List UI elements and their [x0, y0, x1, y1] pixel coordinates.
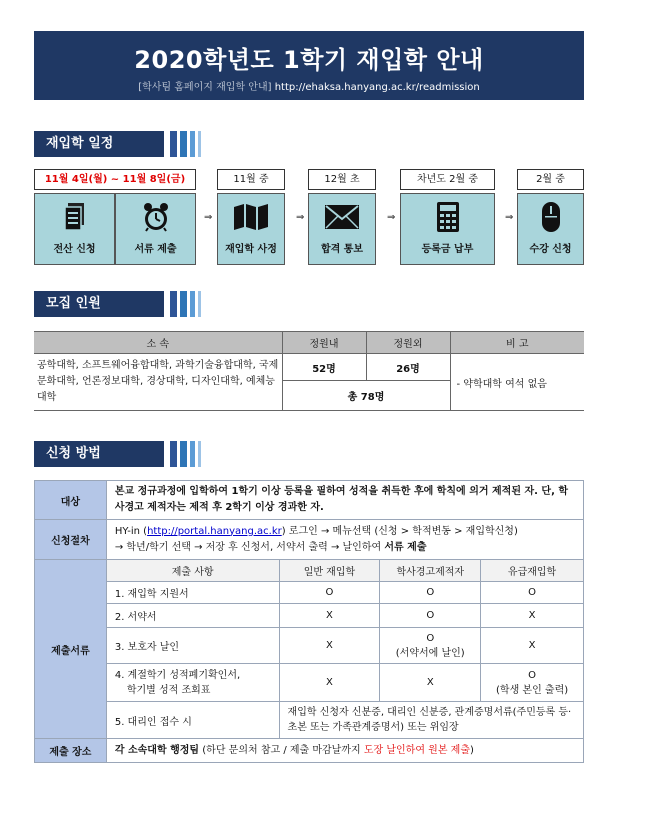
alarm-clock-icon — [116, 200, 195, 234]
date-box: 11월 4일(월) ~ 11월 8일(금) — [34, 169, 196, 190]
date-box: 12월 초 — [308, 169, 376, 190]
departments-cell: 공학대학, 소프트웨어융합대학, 과학기술융합대학, 국제문화대학, 언론정보대학, 경상대학, 디자인대학, 예체능대학 — [34, 354, 282, 411]
doc-cell: X — [481, 628, 584, 664]
date-box: 11월 중 — [217, 169, 285, 190]
step-online-apply — [34, 193, 115, 265]
col-header: 정원내 — [282, 332, 366, 354]
procedure-line2-bold: 서류 제출 — [384, 541, 427, 553]
decor-bar — [190, 291, 195, 317]
page-subtitle — [34, 78, 584, 93]
procedure-label: 신청절차 — [35, 520, 107, 560]
col-header: 일반 재입학 — [279, 560, 380, 582]
doc-item: 1. 재입학 지원서 — [106, 582, 279, 604]
table-row — [35, 604, 584, 628]
proxy-text: 재입학 신청자 신분증, 대리인 신분증, 관계증명서류(주민등록 등·초본 또는 가족관계증명서) 또는 위임장 — [279, 702, 583, 739]
doc-cell: X — [279, 664, 380, 702]
table-row — [35, 664, 584, 702]
step-label: 등록금 납부 — [421, 244, 474, 255]
doc-item — [106, 664, 279, 702]
table-row — [35, 739, 584, 763]
step-label: 서류 제출 — [134, 244, 177, 255]
arrow-icon: ⇒ — [387, 212, 396, 223]
doc-cell: X — [279, 604, 380, 628]
doc-cell: X — [481, 604, 584, 628]
doc-cell-note: (서약서에 날인) — [395, 647, 465, 659]
schedule-flow — [34, 169, 584, 265]
col-header: 제출 사항 — [106, 560, 279, 582]
docs-header-row — [35, 560, 584, 582]
step-review — [217, 193, 285, 265]
target-text: 본교 정규과정에 입학하여 1학기 이상 등록을 필하여 성적을 취득한 후에 학칙에 의거 제적된 자. 단, 학사경고 제적자는 제적 후 2학기 이상 경과한 자. — [106, 481, 583, 520]
place-text — [106, 739, 583, 763]
place-label: 제출 장소 — [35, 739, 107, 763]
section-title: 모집 인원 — [34, 291, 164, 317]
doc-item: 2. 서약서 — [106, 604, 279, 628]
step-notify — [308, 193, 376, 265]
decor-bar — [198, 291, 201, 317]
calculator-icon — [401, 200, 494, 234]
envelope-icon — [309, 200, 375, 234]
step-label: 수강 신청 — [529, 244, 572, 255]
table-row — [34, 354, 584, 381]
subtitle-tag: [학사팀 홈페이지 재입학 안내] — [138, 82, 272, 93]
mouse-icon — [518, 200, 583, 234]
arrow-icon: ⇒ — [204, 212, 213, 223]
document-icon — [35, 200, 114, 234]
col-header: 정원외 — [366, 332, 450, 354]
table-row — [35, 702, 584, 739]
apply-table — [34, 480, 584, 763]
decor-bar — [180, 441, 187, 467]
portal-link[interactable]: http://portal.hanyang.ac.kr — [147, 525, 282, 537]
target-label: 대상 — [35, 481, 107, 520]
step-payment — [400, 193, 495, 265]
title-banner — [34, 31, 584, 100]
doc-cell-note: (학생 본인 출력) — [496, 684, 569, 696]
total-cell: 총 78명 — [282, 381, 450, 411]
doc-cell: O — [481, 582, 584, 604]
doc-cell-mark: O — [426, 632, 435, 644]
procedure-line2: → 학년/학기 선택 → 저장 후 신청서, 서약서 출력 → 날인하여 — [114, 541, 382, 553]
step-label: 합격 통보 — [320, 244, 364, 255]
decor-bar — [190, 441, 195, 467]
decor-bar — [198, 441, 201, 467]
date-box: 2월 중 — [517, 169, 584, 190]
doc-item-line2: 학기별 성적 조회표 — [126, 684, 211, 696]
doc-cell: O — [380, 582, 481, 604]
col-header: 소 속 — [34, 332, 282, 354]
decor-bar — [170, 441, 177, 467]
date-box: 차년도 2월 중 — [400, 169, 495, 190]
docs-label: 제출서류 — [35, 560, 107, 739]
decor-bar — [180, 131, 187, 157]
place-bold: 각 소속대학 행정팀 — [114, 744, 200, 756]
in-quota-cell: 52명 — [282, 354, 366, 381]
subtitle-url[interactable]: http://ehaksa.hanyang.ac.kr/readmission — [274, 82, 480, 93]
step-label: 전산 신청 — [53, 244, 96, 255]
col-header: 학사경고제적자 — [380, 560, 481, 582]
doc-cell: X — [279, 628, 380, 664]
procedure-mid: ) 로그인 → 메뉴선택 (신청 > 학적변동 > 재입학신청) — [281, 525, 518, 537]
decor-bar — [190, 131, 195, 157]
doc-item: 3. 보호자 날인 — [106, 628, 279, 664]
out-quota-cell: 26명 — [366, 354, 450, 381]
col-header: 비 고 — [450, 332, 584, 354]
table-row — [35, 582, 584, 604]
col-header: 유급재입학 — [481, 560, 584, 582]
doc-cell — [481, 664, 584, 702]
decor-bar — [170, 291, 177, 317]
arrow-icon: ⇒ — [296, 212, 305, 223]
recruit-table — [34, 331, 584, 411]
decor-bar — [198, 131, 201, 157]
table-header-row — [34, 332, 584, 354]
page-title: 2020학년도 1학기 재입학 안내 — [134, 46, 484, 74]
doc-cell: O — [279, 582, 380, 604]
decor-bar — [170, 131, 177, 157]
doc-item: 5. 대리인 접수 시 — [106, 702, 279, 739]
section-title: 신청 방법 — [34, 441, 164, 467]
map-icon — [218, 200, 284, 234]
place-end: ) — [469, 744, 474, 756]
table-row — [35, 520, 584, 560]
arrow-icon: ⇒ — [505, 212, 514, 223]
note-cell: - 약학대학 여석 없음 — [450, 354, 584, 411]
doc-cell — [380, 628, 481, 664]
doc-item-line1: 4. 계절학기 성적폐기확인서, — [114, 669, 241, 681]
section-title: 재입학 일정 — [34, 131, 164, 157]
step-course-register — [517, 193, 584, 265]
place-red: 도장 날인하여 원본 제출 — [363, 744, 470, 756]
doc-cell: O — [380, 604, 481, 628]
place-mid: (하단 문의처 참고 / 제출 마감날까지 — [199, 744, 364, 756]
table-row — [35, 628, 584, 664]
decor-bar — [180, 291, 187, 317]
procedure-prefix: HY-in ( — [114, 525, 148, 537]
procedure-text — [106, 520, 583, 560]
step-submit-docs — [115, 193, 196, 265]
doc-cell-mark: O — [528, 669, 537, 681]
table-row — [35, 481, 584, 520]
doc-cell: X — [380, 664, 481, 702]
step-label: 재입학 사정 — [225, 244, 277, 255]
